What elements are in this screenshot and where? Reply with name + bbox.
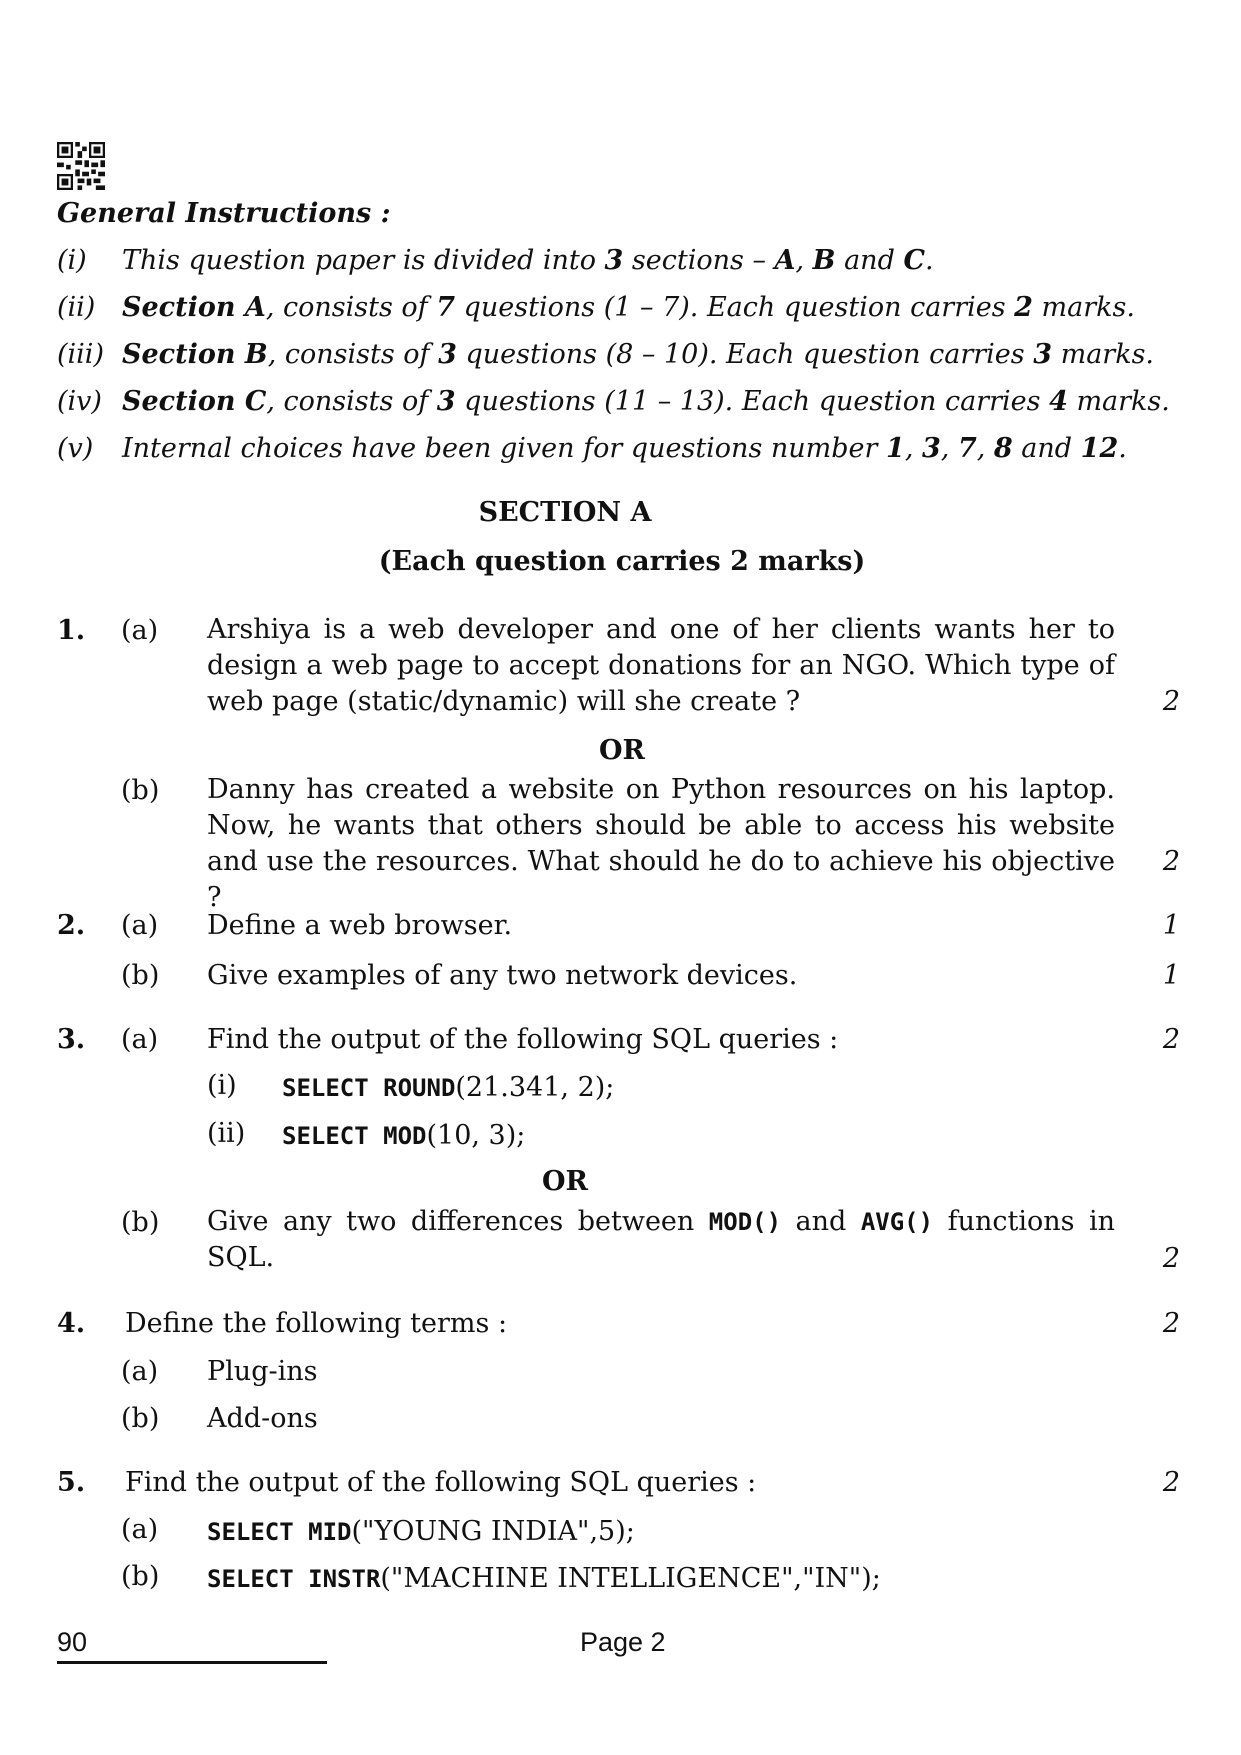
footer-rule <box>57 1661 327 1664</box>
term: Add-ons <box>207 1403 318 1434</box>
marks: 2 <box>1162 1467 1180 1498</box>
sql-query: SELECT MID("YOUNG INDIA",5); <box>207 1516 635 1547</box>
question-number: 2. <box>57 910 86 941</box>
question-number: 1. <box>57 615 86 646</box>
sql-query: SELECT INSTR("MACHINE INTELLIGENCE","IN"); <box>207 1563 881 1594</box>
question-text: Give examples of any two network devices. <box>207 960 798 991</box>
question-text: Define a web browser. <box>207 910 513 941</box>
question-text: Find the output of the following SQL queries : <box>125 1467 757 1498</box>
page-number: Page 2 <box>580 1627 666 1657</box>
marks: 1 <box>1162 910 1180 941</box>
sub-label: (b) <box>121 1207 160 1238</box>
sub-label: (b) <box>121 1403 160 1434</box>
sub-label: (a) <box>121 910 159 941</box>
question-text: Give any two differences between MOD() and AVG() functions in SQL. <box>207 1206 1115 1273</box>
question-number: 3. <box>57 1024 86 1055</box>
instruction-3: (iii) Section B, consists of 3 questions (8 – 10). Each question carries 3 marks. <box>57 339 1155 370</box>
sub-label: (b) <box>121 960 160 991</box>
instruction-2: (ii) Section A, consists of 7 questions (1 – 7). Each question carries 2 marks. <box>57 292 1135 323</box>
question-number: 4. <box>57 1308 86 1339</box>
paper-code: 90 <box>57 1627 88 1657</box>
section-title: SECTION A <box>478 497 652 528</box>
sub-item-label: (ii) <box>207 1118 246 1149</box>
sub-label: (b) <box>121 1561 160 1592</box>
question-text: Define the following terms : <box>125 1308 508 1339</box>
term: Plug-ins <box>207 1356 318 1387</box>
marks: 2 <box>1162 1308 1180 1339</box>
marks: 2 <box>1162 1024 1180 1055</box>
qr-code-icon <box>57 142 105 190</box>
marks: 2 <box>1162 686 1180 717</box>
sub-label: (a) <box>121 1024 159 1055</box>
or-divider: OR <box>599 735 645 766</box>
marks: 1 <box>1162 960 1180 991</box>
question-text: Find the output of the following SQL queries : <box>207 1024 839 1055</box>
or-divider: OR <box>542 1166 588 1197</box>
question-number: 5. <box>57 1467 86 1498</box>
section-subtitle: (Each question carries 2 marks) <box>378 546 866 577</box>
sql-query: SELECT ROUND(21.341, 2); <box>282 1072 615 1103</box>
instruction-5: (v) Internal choices have been given for questions number 1, 3, 7, 8 and 12. <box>57 433 1127 464</box>
instruction-4: (iv) Section C, consists of 3 questions (11 – 13). Each question carries 4 marks. <box>57 386 1170 417</box>
sub-label: (a) <box>121 1356 159 1387</box>
sub-item-label: (i) <box>207 1070 237 1101</box>
sub-label: (b) <box>121 775 160 806</box>
sub-label: (a) <box>121 1514 159 1545</box>
question-text: Arshiya is a web developer and one of her clients wants her to design a web page to accept donations for an NGO. Which type of web page (static/dynamic) will she create ? <box>207 614 1115 717</box>
sub-label: (a) <box>121 615 159 646</box>
instruction-1: (i) This question paper is divided into 3 sections – A, B and C. <box>57 245 934 276</box>
general-instructions-heading: General Instructions : <box>57 198 391 229</box>
marks: 2 <box>1162 846 1180 877</box>
question-text: Danny has created a website on Python resources on his laptop. Now, he wants that others should be able to access his website and use the resources. What should he do to achieve his objective ? <box>207 774 1115 913</box>
sql-query: SELECT MOD(10, 3); <box>282 1120 526 1151</box>
marks: 2 <box>1162 1243 1180 1274</box>
